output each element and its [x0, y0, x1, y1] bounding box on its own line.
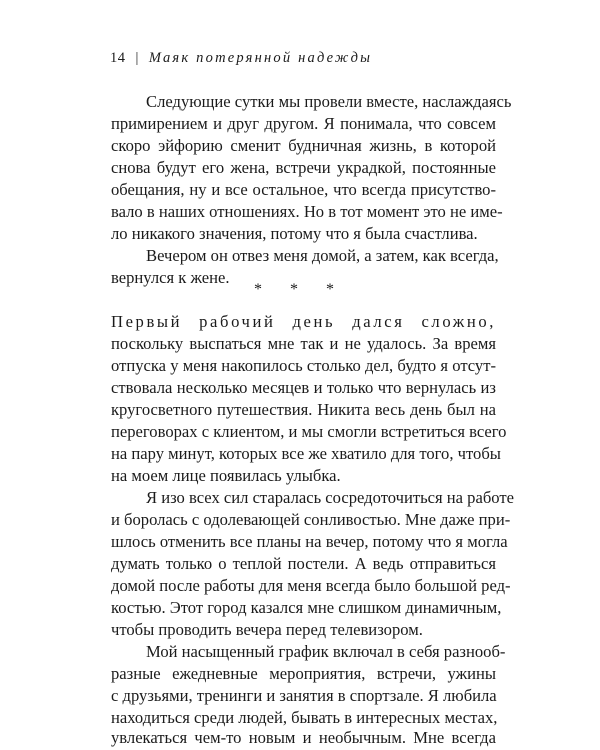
- text-line: думать только о теплой постели. А ведь отправиться: [111, 554, 496, 573]
- text-line: переговорах с клиентом, и мы смогли встретиться всего: [111, 422, 507, 441]
- text-line: вало в наших отношениях. Но в тот момент это не име-: [111, 202, 503, 221]
- text-line: ло никакого значения, потому что я была счастлива.: [111, 224, 478, 243]
- text-line: ствовала несколько месяцев и только что вернулась из: [111, 378, 496, 397]
- text-line: Вечером он отвез меня домой, а затем, как всегда,: [146, 246, 499, 265]
- text-line: Мой насыщенный график включал в себя разнооб-: [146, 642, 506, 661]
- text-line: Следующие сутки мы провели вместе, наслаждаясь: [146, 92, 512, 111]
- text-line: снова будут его жена, встречи украдкой, постоянные: [111, 158, 496, 177]
- text-line: скоро эйфорию сменит будничная жизнь, в которой: [111, 136, 496, 155]
- text-line: и боролась с одолевающей сонливостью. Мне даже при-: [111, 510, 511, 529]
- text-line: кругосветного путешествия. Никита весь день был на: [111, 400, 496, 419]
- text-line: разные ежедневные мероприятия, встречи, ужины: [111, 664, 496, 683]
- text-line: отпуска у меня накопилось столько дел, будто я отсут-: [111, 356, 496, 375]
- text-line: Я изо всех сил старалась сосредоточиться на работе: [146, 488, 514, 507]
- section-divider: * * *: [254, 281, 346, 298]
- text-line: на моем лице появилась улыбка.: [111, 466, 341, 485]
- text-line: вернулся к жене.: [111, 268, 230, 287]
- text-line: домой после работы для меня всегда было большой ред-: [111, 576, 511, 595]
- book-title: Маяк потерянной надежды: [148, 50, 373, 66]
- text-line: с друзьями, тренинги и занятия в спортзале. Я любила: [111, 686, 497, 705]
- text-line: чтобы проводить вечера перед телевизором.: [111, 620, 423, 639]
- running-header: [110, 50, 372, 67]
- header-separator: |: [135, 50, 139, 66]
- text-line: поскольку выспаться мне так и не удалось. За время: [111, 334, 496, 353]
- text-line: костью. Этот город казался мне слишком динамичным,: [111, 598, 502, 617]
- page-number: 14: [110, 50, 126, 66]
- text-line: примирением и друг другом. Я понимала, что совсем: [111, 114, 496, 133]
- text-line: шлось отменить все планы на вечер, потому что я могла: [111, 532, 508, 551]
- text-line: обещания, ну и все остальное, что всегда присутство-: [111, 180, 496, 199]
- text-line: находиться среди людей, бывать в интересных местах,: [111, 708, 498, 727]
- section-opening-line: Первый рабочий день дался сложно,: [111, 312, 496, 331]
- text-line: увлекаться чем-то новым и необычным. Мне всегда: [111, 728, 496, 747]
- text-line: на пару минут, которых все же хватило для того, чтобы: [111, 444, 501, 463]
